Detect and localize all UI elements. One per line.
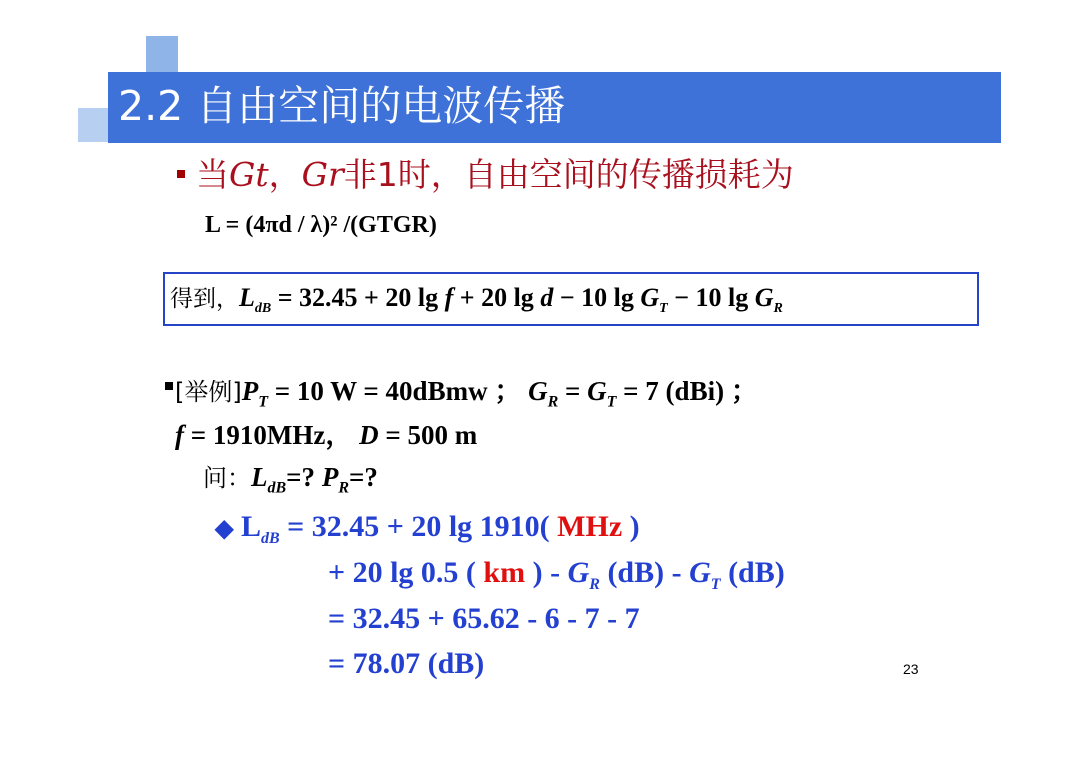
calc-line-1: ◆ $L_{dB} = 32.45 + 20$ lg 1910( MHz )	[215, 510, 640, 547]
calc-line-3: = 32.45 + 65.62 - 6 - 7 - 7	[328, 602, 640, 635]
decor-square-bottom	[78, 108, 110, 142]
example-question: 问：$L_{dB}=$? $P_R=$?	[203, 462, 378, 497]
example-line-1: [举例]$P_T = 10$ W = 40dBmw ； $G_R = G_T = 7$ (dBi) ；	[175, 376, 758, 411]
slide-title: 2.2 自由空间的电波传播	[118, 82, 566, 130]
calc-line-4: = 78.07 (dB)	[328, 647, 485, 680]
formula-ldb: 得到，$L_{dB} = 32.45 + 20$ lg f + 20 lg d − 10 $\lg G_T - 10$ $\lg G_R$	[170, 283, 783, 317]
decor-square-top	[146, 36, 178, 72]
bullet-line-1: 当Gt，Gr非1时，自由空间的传播损耗为	[196, 155, 794, 194]
bullet-square	[177, 170, 185, 178]
example-line-2: f = 1910MHz， D = 500 m	[175, 420, 478, 450]
bullet-square-example	[165, 382, 173, 390]
formula-loss: L = (4πd / λ)² /(GTGR)	[205, 212, 437, 238]
diamond-bullet-icon: ◆	[215, 516, 234, 542]
calc-line-2: + 20 lg 0.5 ( km ) - $G_R$ $(dB) - G_T$ (dB)	[328, 556, 785, 593]
page-number: 23	[903, 661, 919, 677]
